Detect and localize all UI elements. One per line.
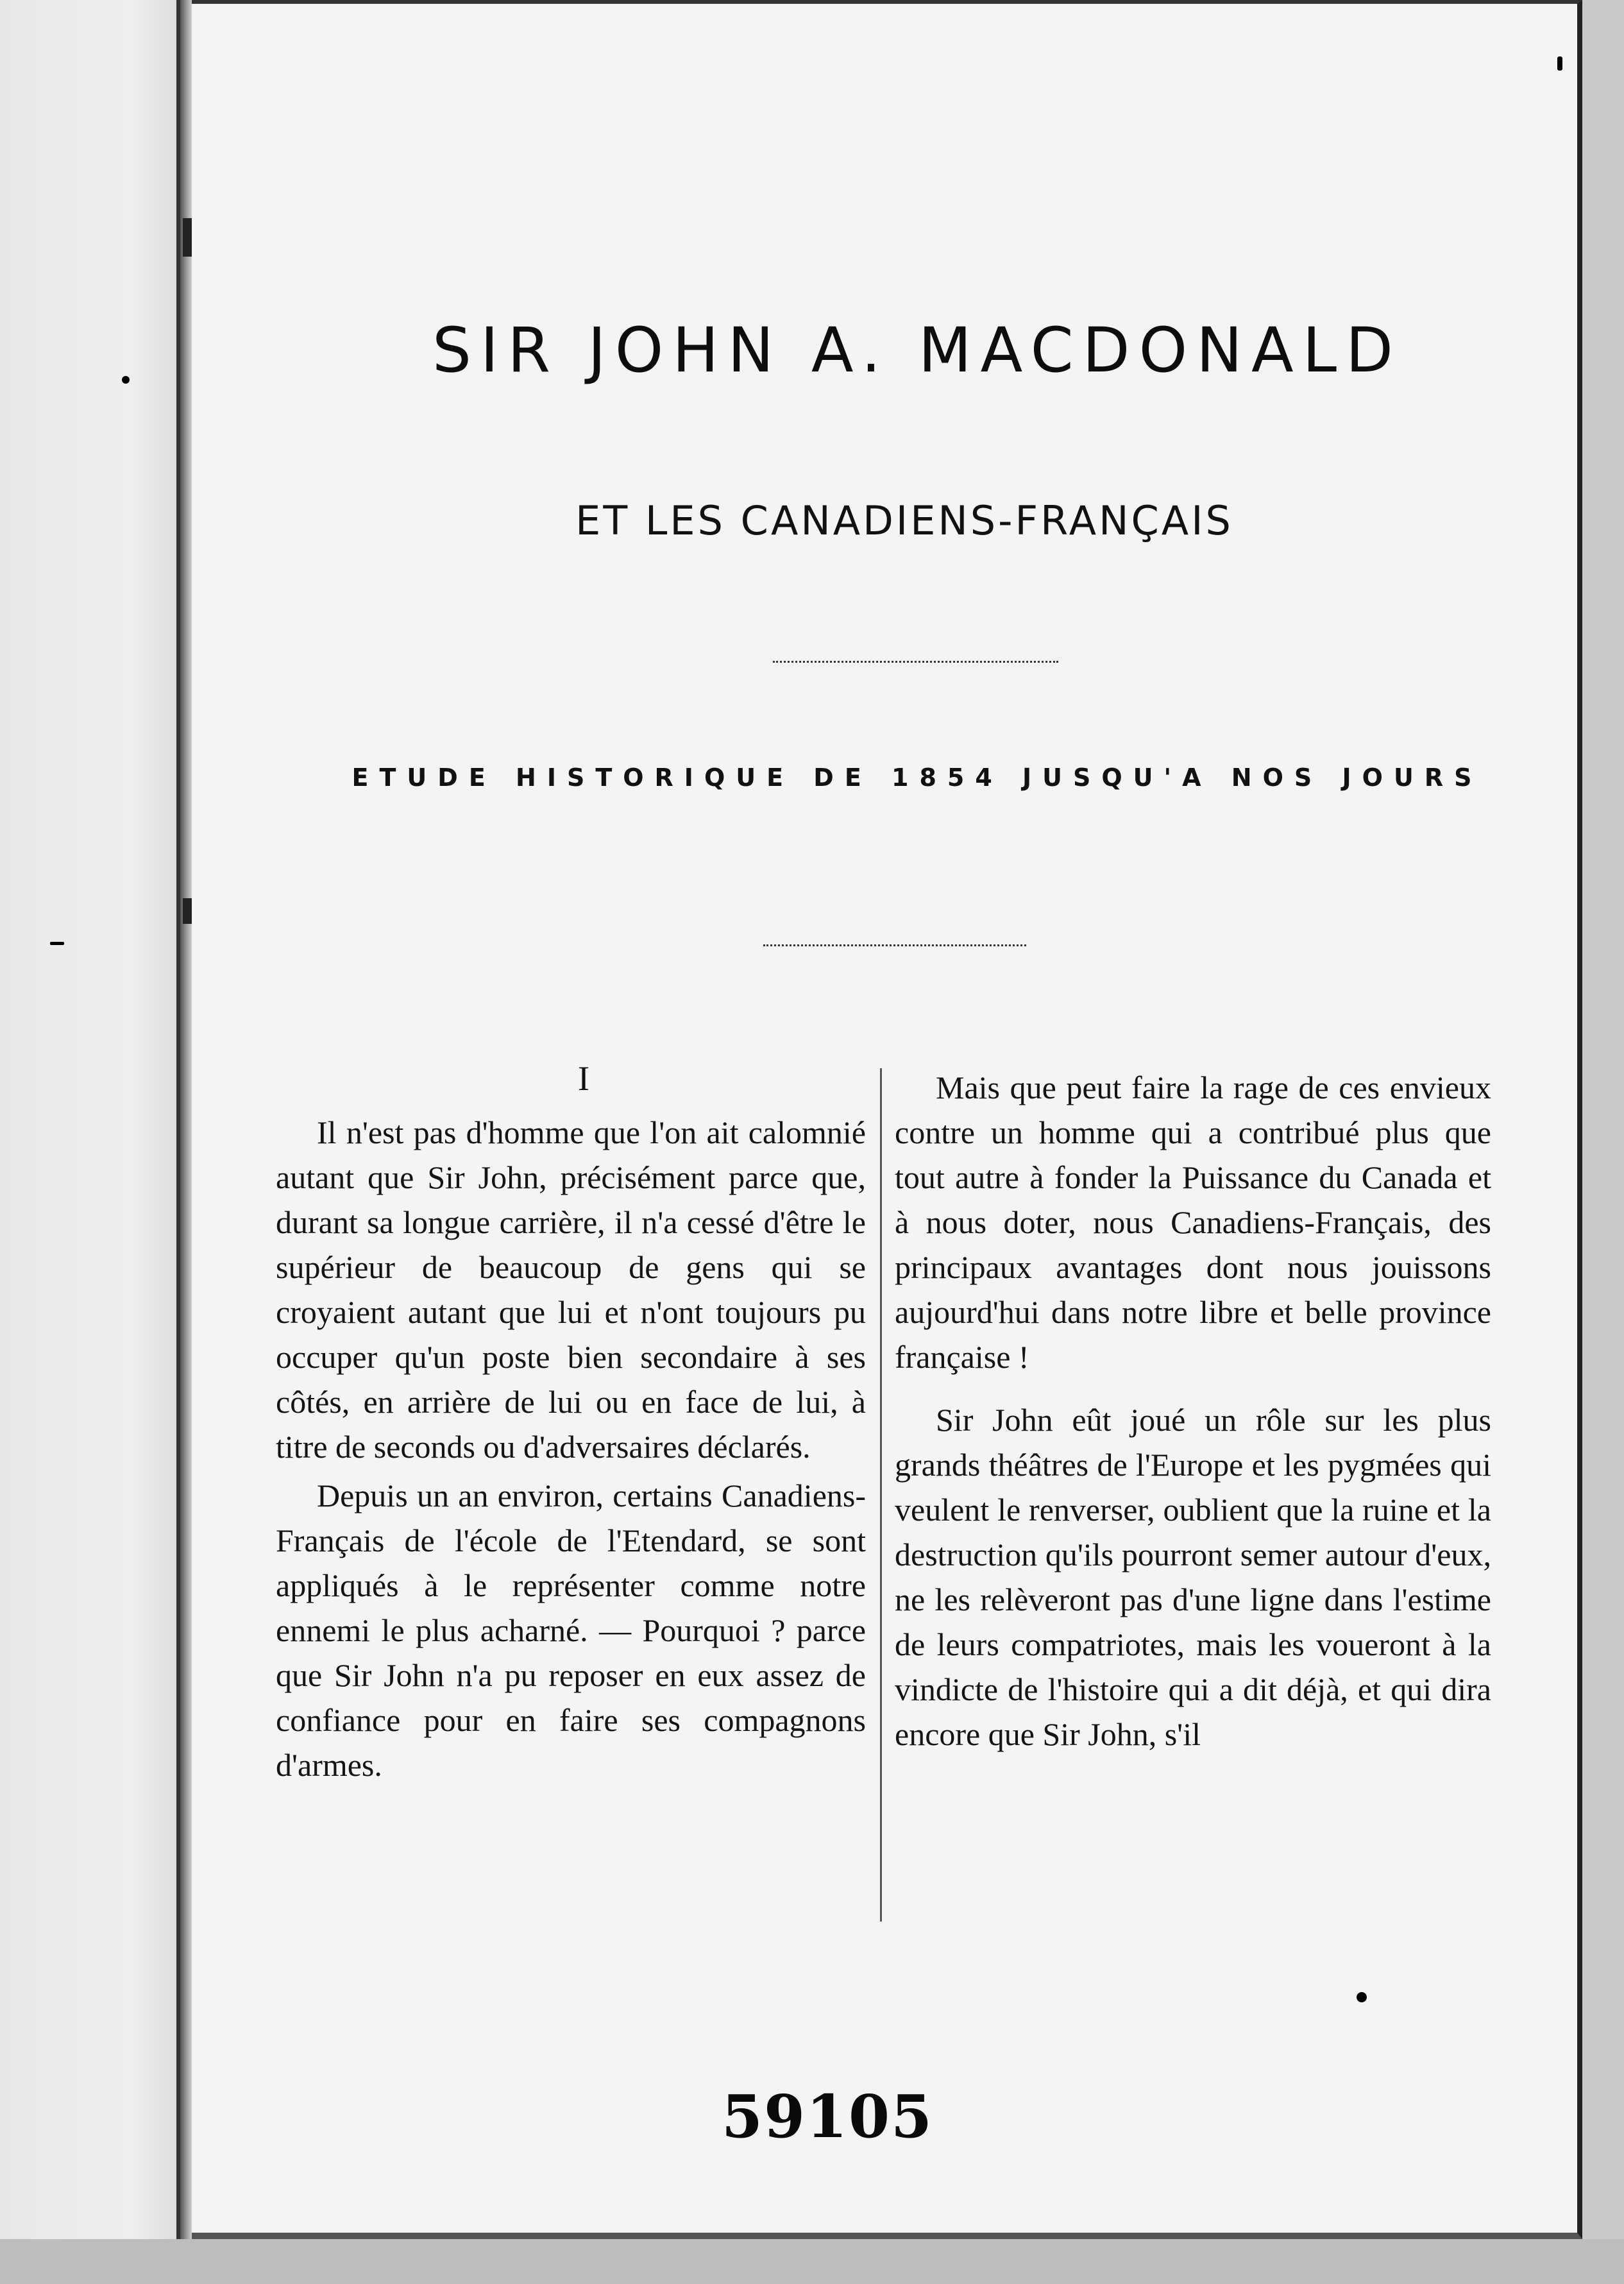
column-divider bbox=[880, 1068, 882, 1922]
dotted-rule bbox=[773, 661, 1058, 663]
scan-speck bbox=[1357, 1992, 1367, 2002]
gutter-shadow bbox=[180, 0, 192, 2284]
scan-background bbox=[1582, 0, 1624, 2284]
paragraph: Depuis un an environ, certains Canadiens-Français de l'école de l'Etendard, se sont appliqués à le représenter comme notre ennemi le plus acharné. — Pourquoi ? parce que Sir John n'a pu reposer en eux assez de confiance pour en faire ses compagnons d'armes. bbox=[276, 1478, 866, 1783]
document-title: SIR JOHN A. MACDONALD bbox=[432, 314, 1403, 386]
facing-page bbox=[0, 0, 192, 2284]
section-number: I bbox=[578, 1059, 589, 1098]
catalog-number-stamp: 59105 bbox=[721, 2082, 934, 2151]
scan-speck bbox=[1557, 56, 1562, 71]
scan-background bbox=[0, 2239, 1624, 2284]
scan-speck bbox=[50, 942, 64, 945]
paragraph: Sir John eût joué un rôle sur les plus grands théâtres de l'Europe et les pygmées qui veulent le renverser, oublient que la ruine et la destruction qu'ils pourront semer autour d'eux, ne les relèveront pas d'une ligne dans l'estime de leurs compatriotes, mais les voueront à la vindicte de l'histoire qui a dit déjà, et qui dira encore que Sir John, s'il bbox=[895, 1402, 1491, 1752]
paragraph: Il n'est pas d'homme que l'on ait calomnié autant que Sir John, précisément parce que, durant sa longue carrière, il n'a cessé d'être le supérieur de beaucoup de gens qui se croyaient autant que lui et n'ont toujours pu occuper qu'un poste bien secondaire à ses côtés, en arrière de lui ou en face de lui, à titre de seconds ou d'adversaires déclarés. bbox=[276, 1114, 866, 1465]
left-text-column bbox=[276, 1110, 866, 1787]
right-text-column bbox=[895, 1065, 1491, 1757]
dotted-rule bbox=[763, 944, 1026, 946]
study-heading: ETUDE HISTORIQUE DE 1854 JUSQU'A NOS JOURS bbox=[351, 763, 1483, 792]
scan-speck bbox=[122, 376, 130, 384]
paragraph: Mais que peut faire la rage de ces envieux contre un homme qui a contribué plus que tout autre à fonder la Puissance du Canada et à nous doter, nous Canadiens-Français, des principaux avantages dont nous jouissons aujourd'hui dans notre libre et belle province française ! bbox=[895, 1070, 1491, 1375]
document-subtitle: ET LES CANADIENS-FRANÇAIS bbox=[575, 497, 1233, 544]
